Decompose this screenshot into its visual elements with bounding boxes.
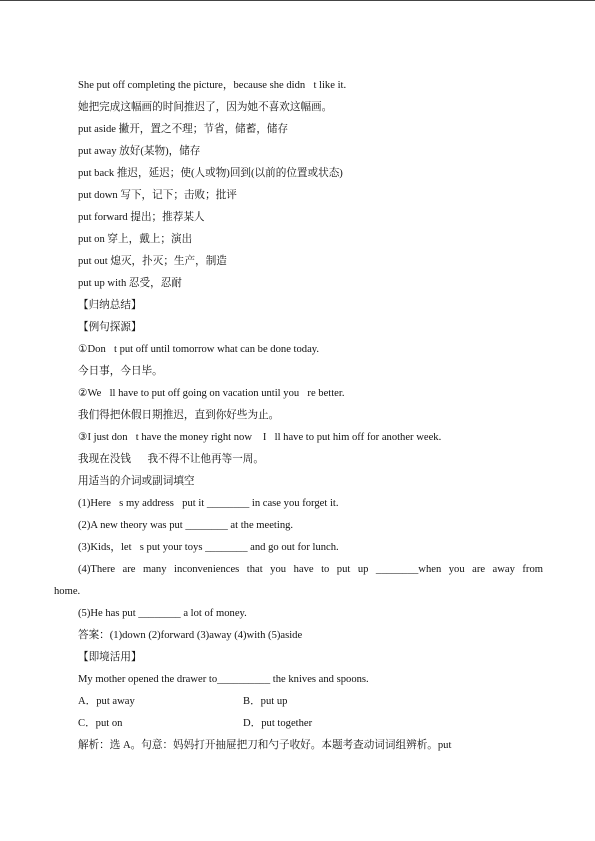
exercise-item-5: (5)He has put ________ a lot of money.: [78, 608, 247, 619]
phrase-put-back: put back 推迟，延迟；使(人或物)回到(以前的位置或状态): [78, 168, 343, 179]
phrase-put-forward: put forward 提出；推荐某人: [78, 212, 205, 223]
section-heading-summary: 【归纳总结】: [78, 300, 142, 311]
phrase-put-on: put on 穿上，戴上；演出: [78, 234, 193, 245]
option-d: D．put together: [243, 718, 313, 729]
section-heading-practice: 【即境活用】: [78, 652, 142, 663]
phrase-put-up-with: put up with 忍受，忍耐: [78, 278, 182, 289]
example-1-translation: 今日事，今日毕。: [78, 366, 163, 377]
example-translation: 她把完成这幅画的时间推迟了，因为她不喜欢这幅画。: [78, 102, 333, 113]
exercise-item-1: (1)Here s my address－put it ________ in case you forget it.: [78, 498, 339, 509]
exercise-answers: 答案：(1)down (2)forward (3)away (4)with (5)aside: [78, 630, 303, 641]
exercise-instruction: 用适当的介词或副词填空: [78, 476, 195, 487]
example-1: ①Don t put off until tomorrow what can be done today.: [78, 344, 320, 355]
option-b: B．put up: [243, 696, 288, 707]
option-c: C．put on: [78, 718, 123, 729]
exercise-item-3: (3)Kids，let s put your toys ________ and go out for lunch.: [78, 542, 339, 553]
section-heading-examples: 【例句探源】: [78, 322, 142, 333]
example-sentence-put-off: She put off completing the picture，because she didn t like it.: [78, 80, 347, 91]
exercise-item-2: (2)A new theory was put ________ at the meeting.: [78, 520, 294, 531]
phrase-put-out: put out 熄灭，扑灭；生产，制造: [78, 256, 227, 267]
exercise-item-4: (4)There are many inconveniences that you have to put up ________when you are away from: [78, 564, 543, 575]
phrase-put-down: put down 写下，记下；击败；批评: [78, 190, 237, 201]
example-3-translation: 我现在没钱  我不得不让他再等一周。: [78, 454, 264, 465]
phrase-put-away: put away 放好(某物)，储存: [78, 146, 201, 157]
example-2-translation: 我们得把休假日期推迟，直到你好些为止。: [78, 410, 280, 421]
example-3: ③I just don t have the money right now  I ll have to put him off for another week.: [78, 432, 442, 443]
phrase-put-aside: put aside 撇开，置之不理；节省，储蓄，储存: [78, 124, 289, 135]
practice-question: My mother opened the drawer to__________ the knives and spoons.: [78, 674, 369, 685]
option-a: A．put away: [78, 696, 135, 707]
practice-analysis: 解析：选 A。句意：妈妈打开抽屉把刀和勺子收好。本题考查动词词组辨析。put: [78, 740, 452, 751]
example-2: ②We ll have to put off going on vacation until you re better.: [78, 388, 345, 399]
exercise-item-4-continued: home.: [54, 586, 81, 597]
